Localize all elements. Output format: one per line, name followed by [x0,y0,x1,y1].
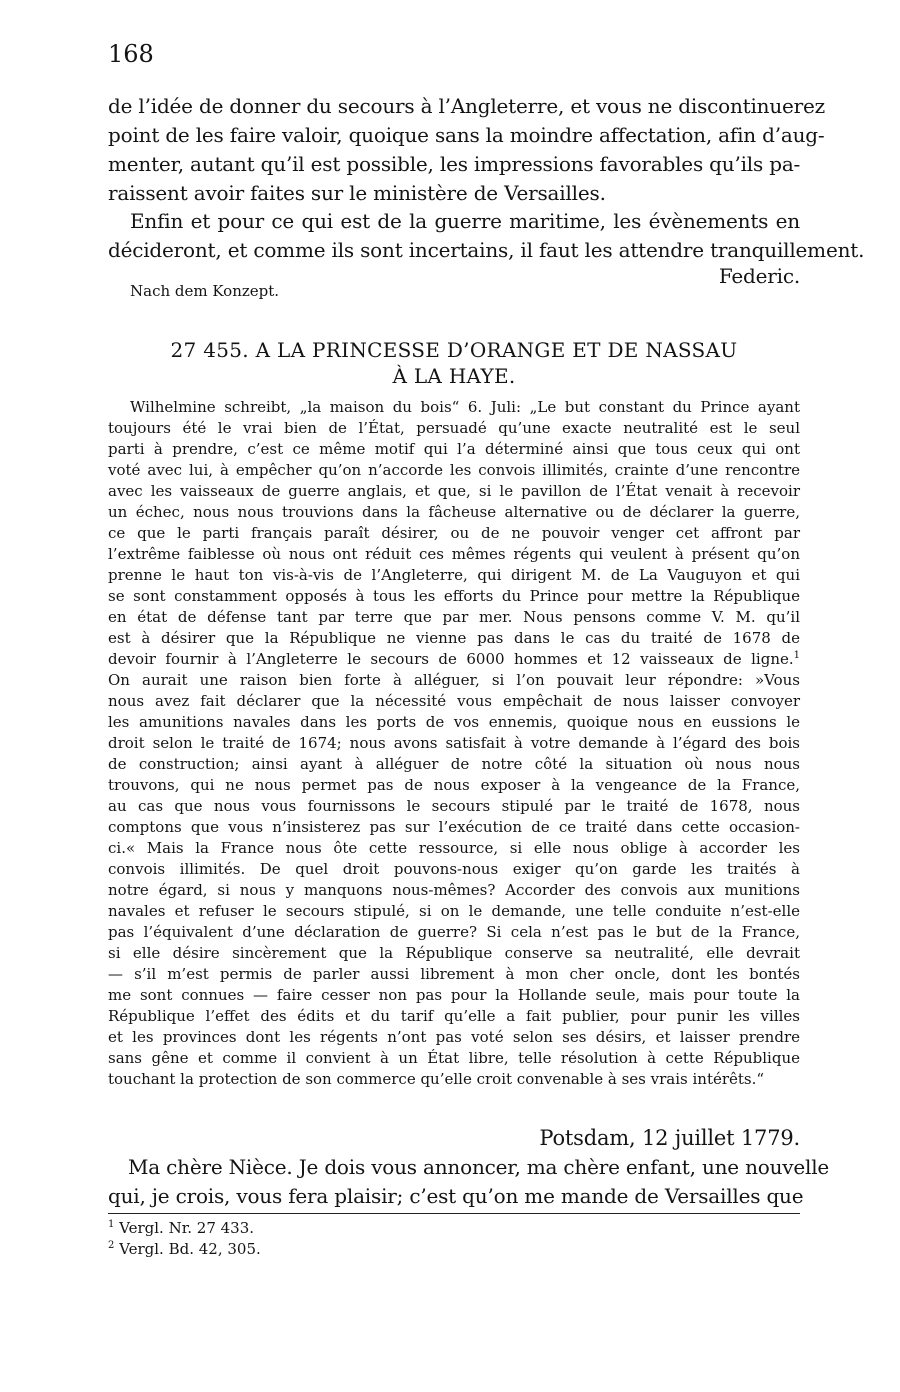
footnote [108,1239,261,1259]
summary-line: convois illimités. De quel droit pouvons-nous exiger qu’on garde les traités à [108,860,800,878]
body-line: de l’idée de donner du secours à l’Angleterre, et vous ne discontinuerez [108,94,826,118]
body-line: point de les faire valoir, quoique sans la moindre affectation, afin d’aug- [108,123,825,147]
summary-line: ce que le parti français paraît désirer, ou de ne pouvoir venger cet affront par [108,524,800,542]
summary-line: notre égard, si nous y manquons nous-mêmes? Accorder des convois aux munitions [108,881,800,899]
summary-line: si elle désire sincèrement que la République conserve sa neutralité, elle devrait [108,944,800,962]
footnote-text: Vergl. Nr. 27 433. [119,1219,255,1237]
summary-line: République l’effet des édits et du tarif qu’elle a fait publier, pour punir les villes [108,1007,800,1025]
dateline: Potsdam, 12 juillet 1779. [539,1126,800,1150]
summary-line: sans gêne et comme il convient à un État libre, telle résolution à cette République [108,1049,800,1067]
summary-line: nous avez fait déclarer que la nécessité vous empêchait de nous laisser convoyer [108,692,800,710]
body-line: Enfin et pour ce qui est de la guerre maritime, les évènements en [130,209,800,233]
summary-line-text: et les provinces dont les régents n’ont pas voté selon ses désirs, et laisser prendre [108,1028,800,1046]
summary-line: voté avec lui, à empêcher qu’on n’accorde les convois illimités, crainte d’une rencontre [108,461,800,479]
summary-line: Wilhelmine schreibt, „la maison du bois“ 6. Juli: „Le but constant du Prince ayant [130,398,800,416]
signature: Federic. [718,264,800,288]
summary-line: se sont constamment opposés à tous les efforts du Prince pour mettre la République [108,587,800,605]
footnote-mark: 2 [108,1240,115,1251]
footnote-ref: 1 [793,650,800,661]
summary-line: On aurait une raison bien forte à alléguer, si l’on pouvait leur répondre: »Vous [108,671,800,689]
summary-line: est à désirer que la République ne vienne pas dans le cas du traité de 1678 de [108,629,800,647]
footnote-rule [108,1213,800,1214]
summary-line: ci.« Mais la France nous ôte cette ressource, si elle nous oblige à accorder les [108,839,800,857]
page-number: 168 [108,40,154,68]
summary-line: en état de défense tant par terre que par mer. Nous pensons comme V. M. qu’il [108,608,800,626]
summary-line: — s’il m’est permis de parler aussi librement à mon cher oncle, dont les bontés [108,965,800,983]
summary-line: prenne le haut ton vis-à-vis de l’Angleterre, qui dirigent M. de La Vauguyon et qui [108,566,800,584]
body-line: décideront, et comme ils sont incertains, il faut les attendre tranquillement. [108,238,865,262]
summary-line: toujours été le vrai bien de l’État, persuadé qu’une exacte neutralité est le seul [108,419,800,437]
summary-line: de construction; ainsi ayant à alléguer de notre côté la situation où nous nous [108,755,800,773]
summary-line: trouvons, qui ne nous permet pas de nous exposer à la vengeance de la France, [108,776,800,794]
summary-line-text: devoir fournir à l’Angleterre le secours de 6000 hommes et 12 vaisseaux de ligne. [108,650,794,668]
summary-line: comptons que vous n’insisterez pas sur l’exécution de ce traité dans cette occasion- [108,818,800,836]
body-line: menter, autant qu’il est possible, les impressions favorables qu’ils pa- [108,152,801,176]
summary-line [108,1027,800,1048]
summary-line: l’extrême faiblesse où nous ont réduit ces mêmes régents qui veulent à présent qu’on [108,545,800,563]
letter-line: qui, je crois, vous fera plaisir; c’est qu’on me mande de Versailles que [108,1184,804,1208]
body-line: raissent avoir faites sur le ministère de Versailles. [108,181,606,205]
summary-line: droit selon le traité de 1674; nous avons satisfait à votre demande à l’égard des bois [108,734,800,752]
summary-line: parti à prendre, c’est ce même motif qui l’a déterminé ainsi que tous ceux qui ont [108,440,800,458]
summary-line: avec les vaisseaux de guerre anglais, et que, si le pavillon de l’État venait à recevoir [108,482,800,500]
summary-line: me sont connues — faire cesser non pas pour la Hollande seule, mais pour toute la [108,986,800,1004]
summary-line [108,649,800,670]
summary-line: au cas que nous vous fournissons le secours stipulé par le traité de 1678, nous [108,797,800,815]
summary-line: un échec, nous nous trouvions dans la fâcheuse alternative ou de déclarer la guerre, [108,503,800,521]
footnote-mark: 1 [108,1219,115,1230]
letter-line: Ma chère Nièce. Je dois vous annoncer, ma chère enfant, une nouvelle [128,1155,830,1179]
summary-line: navales et refuser le secours stipulé, si on le demande, une telle conduite n’est-elle [108,902,800,920]
summary-line: pas l’équivalent d’une déclaration de guerre? Si cela n’est pas le but de la France, [108,923,800,941]
footnote [108,1218,254,1238]
source-note: Nach dem Konzept. [130,282,280,300]
footnote-text: Vergl. Bd. 42, 305. [119,1240,261,1258]
letter-heading: 27 455. A LA PRINCESSE D’ORANGE ET DE NASSAU [170,338,738,362]
letter-heading-place: À LA HAYE. [392,364,516,388]
summary-line: touchant la protection de son commerce qu’elle croit convenable à ses vrais intérêts.“ [108,1070,765,1088]
summary-line: les amunitions navales dans les ports de vos ennemis, quoique nous en eussions le [108,713,800,731]
